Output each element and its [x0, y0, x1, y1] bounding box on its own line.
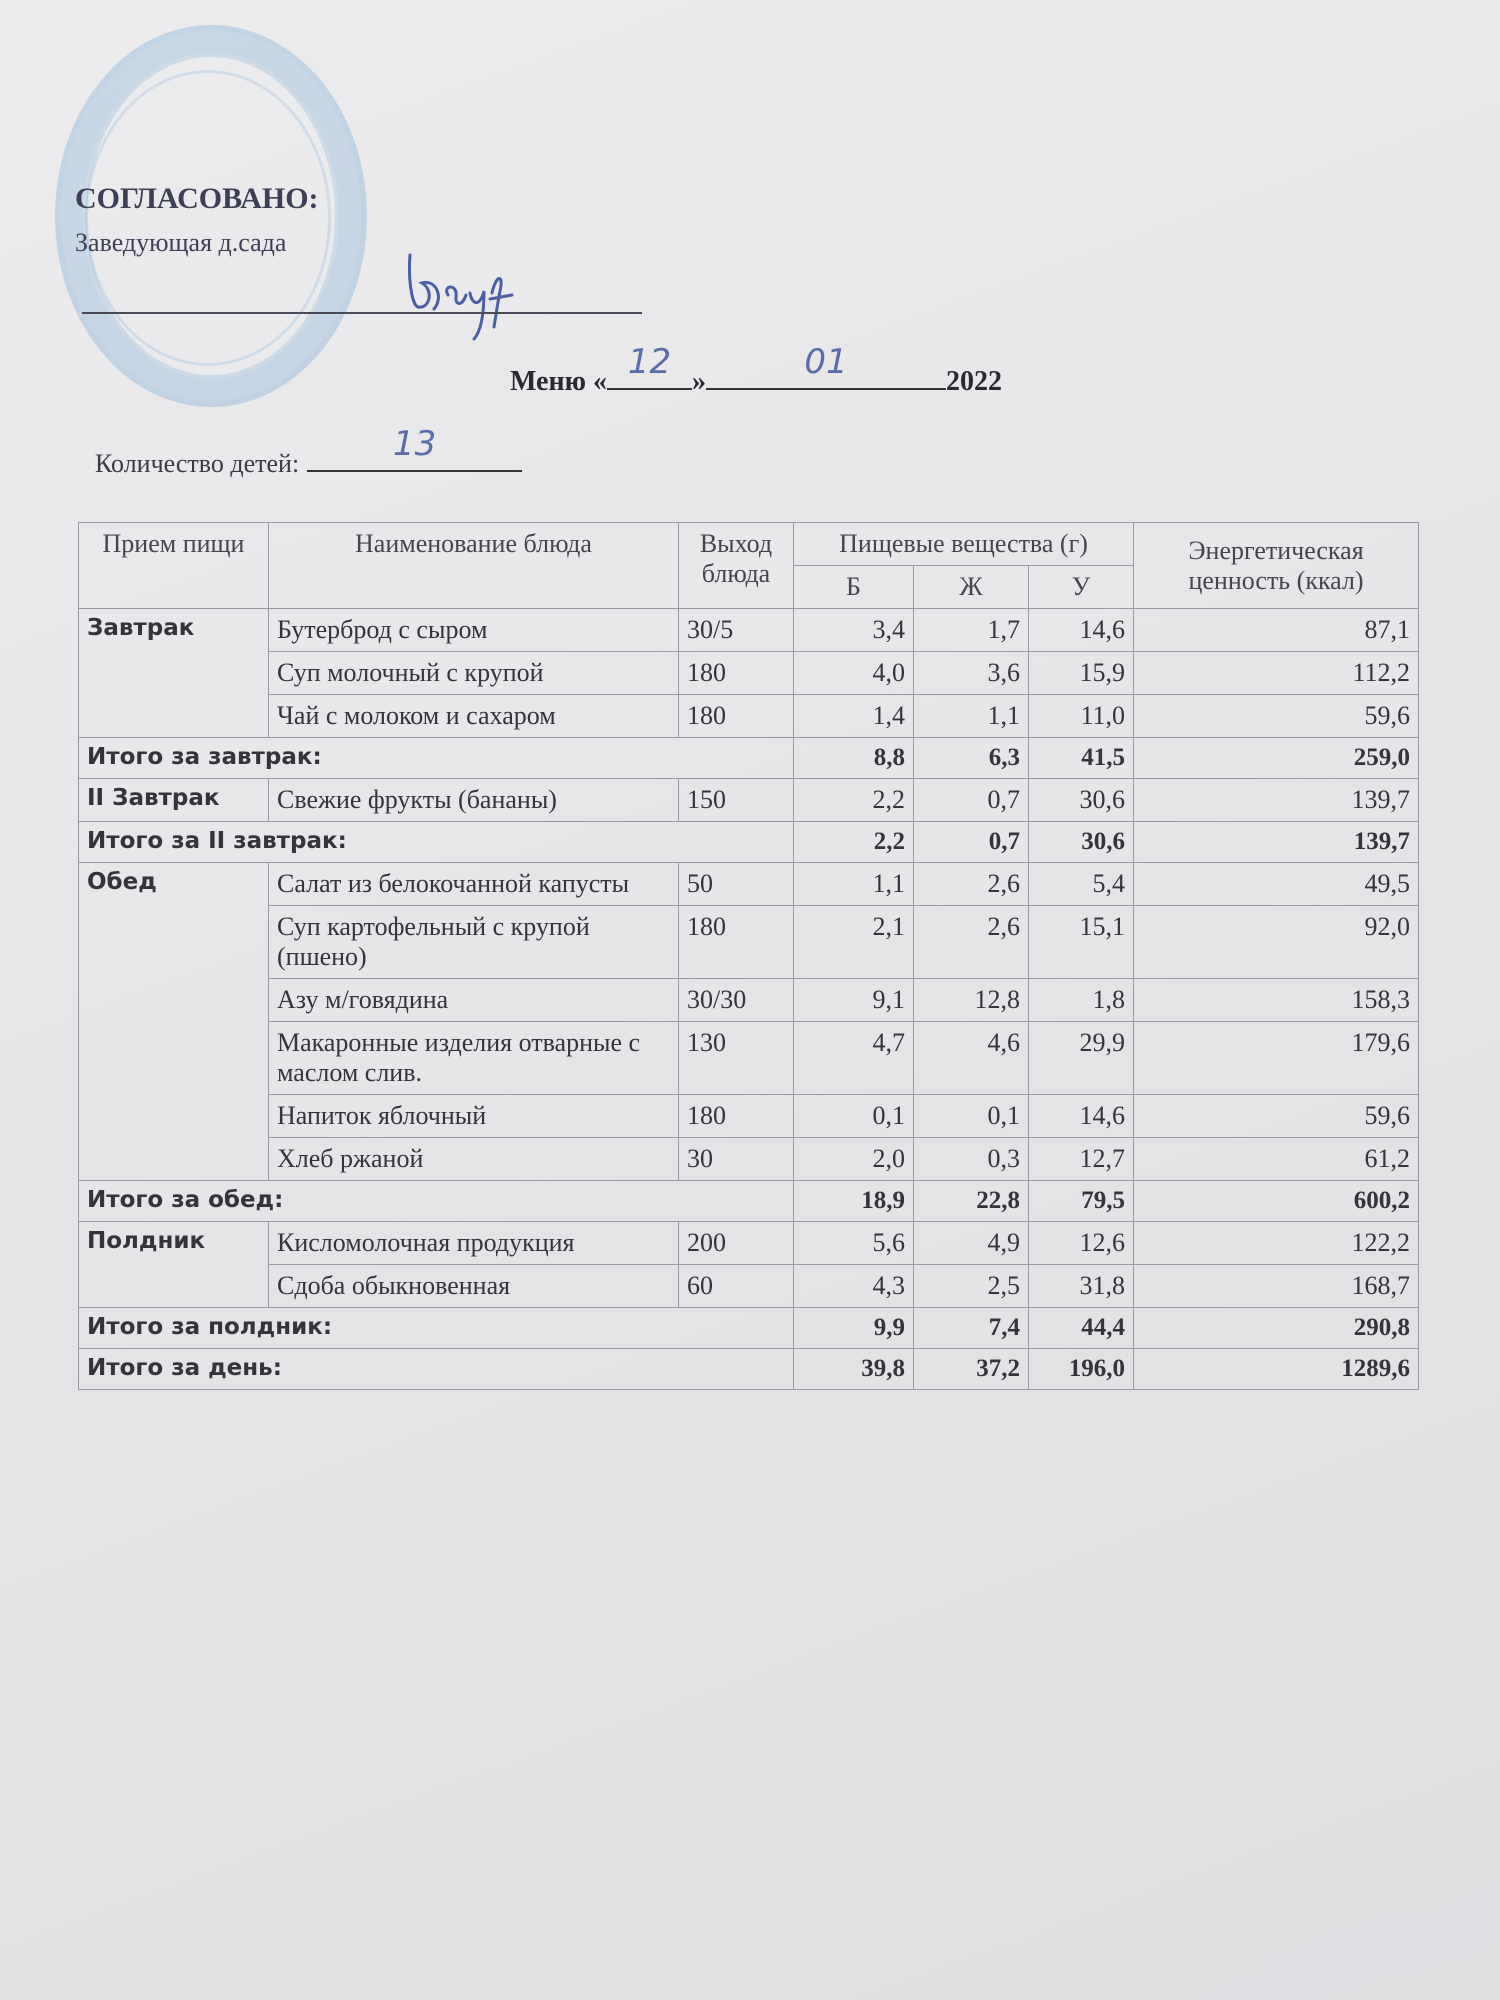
yield-cell: 60: [679, 1265, 794, 1308]
table-row: [79, 779, 1419, 822]
meal-cell: Полдник: [79, 1222, 269, 1308]
menu-prefix: Меню «: [510, 366, 608, 397]
dish-cell: Салат из белокочанной капусты: [269, 863, 679, 906]
b-cell: 4,7: [794, 1022, 914, 1095]
table-row: [79, 979, 1419, 1022]
meal-cell: Завтрак: [79, 609, 269, 738]
children-count: [95, 424, 522, 479]
u-cell: 30,6: [1029, 822, 1134, 863]
meal-cell: Обед: [79, 863, 269, 1181]
header-u: У: [1029, 566, 1134, 609]
total-label: Итого за II завтрак:: [79, 822, 794, 863]
menu-month-handwritten: 01: [804, 342, 848, 382]
children-value-handwritten: 13: [393, 424, 437, 464]
table-row: [79, 863, 1419, 906]
energy-cell: 168,7: [1134, 1265, 1419, 1308]
b-cell: 2,0: [794, 1138, 914, 1181]
b-cell: 8,8: [794, 738, 914, 779]
u-cell: 41,5: [1029, 738, 1134, 779]
zh-cell: 0,7: [914, 822, 1029, 863]
zh-cell: 3,6: [914, 652, 1029, 695]
stamp-inner-ring: [85, 70, 331, 366]
zh-cell: 1,1: [914, 695, 1029, 738]
energy-cell: 87,1: [1134, 609, 1419, 652]
b-cell: 9,9: [794, 1308, 914, 1349]
yield-cell: 130: [679, 1022, 794, 1095]
header-yield: Выход блюда: [679, 523, 794, 609]
table-row: [79, 906, 1419, 979]
yield-cell: 30/5: [679, 609, 794, 652]
menu-day-handwritten: 12: [627, 342, 672, 382]
yield-cell: 30/30: [679, 979, 794, 1022]
zh-cell: 6,3: [914, 738, 1029, 779]
u-cell: 196,0: [1029, 1349, 1134, 1390]
b-cell: 2,2: [794, 779, 914, 822]
header-zh: Ж: [914, 566, 1029, 609]
header-b: Б: [794, 566, 914, 609]
u-cell: 11,0: [1029, 695, 1134, 738]
energy-cell: 49,5: [1134, 863, 1419, 906]
energy-cell: 139,7: [1134, 779, 1419, 822]
energy-cell: 259,0: [1134, 738, 1419, 779]
table-row: [79, 652, 1419, 695]
table-header-row: [79, 523, 1419, 566]
yield-cell: 50: [679, 863, 794, 906]
b-cell: 1,1: [794, 863, 914, 906]
u-cell: 44,4: [1029, 1308, 1134, 1349]
table-row: [79, 695, 1419, 738]
header-dish: Наименование блюда: [269, 523, 679, 609]
total-label: Итого за день:: [79, 1349, 794, 1390]
children-label: Количество детей:: [95, 449, 300, 478]
yield-cell: 180: [679, 695, 794, 738]
yield-cell: 150: [679, 779, 794, 822]
head-position: Заведующая д.сада: [75, 228, 287, 257]
yield-cell: 180: [679, 906, 794, 979]
signature-line: [82, 312, 642, 314]
header-energy: Энергетическая ценность (ккал): [1134, 523, 1419, 609]
dish-cell: Напиток яблочный: [269, 1095, 679, 1138]
menu-table: [78, 522, 1419, 1390]
yield-cell: 200: [679, 1222, 794, 1265]
menu-table-wrapper: [78, 522, 1418, 1390]
day-total-row: [79, 1349, 1419, 1390]
u-cell: 30,6: [1029, 779, 1134, 822]
u-cell: 15,1: [1029, 906, 1134, 979]
header-nutrients: Пищевые вещества (г): [794, 523, 1134, 566]
menu-day-blank: [607, 342, 692, 390]
zh-cell: 2,6: [914, 906, 1029, 979]
zh-cell: 2,6: [914, 863, 1029, 906]
total-label: Итого за завтрак:: [79, 738, 794, 779]
dish-cell: Суп молочный с крупой: [269, 652, 679, 695]
u-cell: 12,7: [1029, 1138, 1134, 1181]
zh-cell: 4,6: [914, 1022, 1029, 1095]
energy-cell: 600,2: [1134, 1181, 1419, 1222]
zh-cell: 2,5: [914, 1265, 1029, 1308]
b-cell: 0,1: [794, 1095, 914, 1138]
total-row: [79, 822, 1419, 863]
dish-cell: Хлеб ржаной: [269, 1138, 679, 1181]
signature: [400, 235, 540, 345]
b-cell: 2,1: [794, 906, 914, 979]
table-row: [79, 1022, 1419, 1095]
u-cell: 31,8: [1029, 1265, 1134, 1308]
dish-cell: Свежие фрукты (бананы): [269, 779, 679, 822]
total-row: [79, 738, 1419, 779]
energy-cell: 61,2: [1134, 1138, 1419, 1181]
energy-cell: 158,3: [1134, 979, 1419, 1022]
menu-month-blank: [706, 342, 946, 390]
energy-cell: 290,8: [1134, 1308, 1419, 1349]
energy-cell: 59,6: [1134, 695, 1419, 738]
energy-cell: 1289,6: [1134, 1349, 1419, 1390]
b-cell: 4,3: [794, 1265, 914, 1308]
u-cell: 14,6: [1029, 1095, 1134, 1138]
menu-title: [510, 342, 1003, 398]
zh-cell: 1,7: [914, 609, 1029, 652]
dish-cell: Бутерброд с сыром: [269, 609, 679, 652]
energy-cell: 179,6: [1134, 1022, 1419, 1095]
header-meal: Прием пищи: [79, 523, 269, 609]
table-row: [79, 1095, 1419, 1138]
menu-middle: »: [692, 366, 707, 397]
b-cell: 2,2: [794, 822, 914, 863]
u-cell: 79,5: [1029, 1181, 1134, 1222]
children-blank: [307, 424, 522, 472]
dish-cell: Кисломолочная продукция: [269, 1222, 679, 1265]
zh-cell: 22,8: [914, 1181, 1029, 1222]
u-cell: 5,4: [1029, 863, 1134, 906]
u-cell: 14,6: [1029, 609, 1134, 652]
dish-cell: Чай с молоком и сахаром: [269, 695, 679, 738]
total-label: Итого за обед:: [79, 1181, 794, 1222]
u-cell: 15,9: [1029, 652, 1134, 695]
energy-cell: 122,2: [1134, 1222, 1419, 1265]
u-cell: 1,8: [1029, 979, 1134, 1022]
table-row: [79, 1222, 1419, 1265]
dish-cell: Азу м/говядина: [269, 979, 679, 1022]
approval-heading: СОГЛАСОВАНО:: [75, 182, 319, 215]
total-label: Итого за полдник:: [79, 1308, 794, 1349]
zh-cell: 7,4: [914, 1308, 1029, 1349]
energy-cell: 92,0: [1134, 906, 1419, 979]
zh-cell: 37,2: [914, 1349, 1029, 1390]
table-row: [79, 1138, 1419, 1181]
u-cell: 29,9: [1029, 1022, 1134, 1095]
b-cell: 4,0: [794, 652, 914, 695]
zh-cell: 12,8: [914, 979, 1029, 1022]
b-cell: 18,9: [794, 1181, 914, 1222]
zh-cell: 0,3: [914, 1138, 1029, 1181]
zh-cell: 0,1: [914, 1095, 1029, 1138]
energy-cell: 112,2: [1134, 652, 1419, 695]
energy-cell: 139,7: [1134, 822, 1419, 863]
b-cell: 9,1: [794, 979, 914, 1022]
menu-year: 2022: [946, 366, 1003, 397]
zh-cell: 4,9: [914, 1222, 1029, 1265]
total-row: [79, 1308, 1419, 1349]
b-cell: 39,8: [794, 1349, 914, 1390]
yield-cell: 30: [679, 1138, 794, 1181]
dish-cell: Макаронные изделия отварные с маслом слив.: [269, 1022, 679, 1095]
energy-cell: 59,6: [1134, 1095, 1419, 1138]
b-cell: 1,4: [794, 695, 914, 738]
meal-cell: II Завтрак: [79, 779, 269, 822]
dish-cell: Суп картофельный с крупой (пшено): [269, 906, 679, 979]
b-cell: 5,6: [794, 1222, 914, 1265]
table-row: [79, 609, 1419, 652]
zh-cell: 0,7: [914, 779, 1029, 822]
yield-cell: 180: [679, 652, 794, 695]
table-row: [79, 1265, 1419, 1308]
u-cell: 12,6: [1029, 1222, 1134, 1265]
yield-cell: 180: [679, 1095, 794, 1138]
dish-cell: Сдоба обыкновенная: [269, 1265, 679, 1308]
b-cell: 3,4: [794, 609, 914, 652]
total-row: [79, 1181, 1419, 1222]
